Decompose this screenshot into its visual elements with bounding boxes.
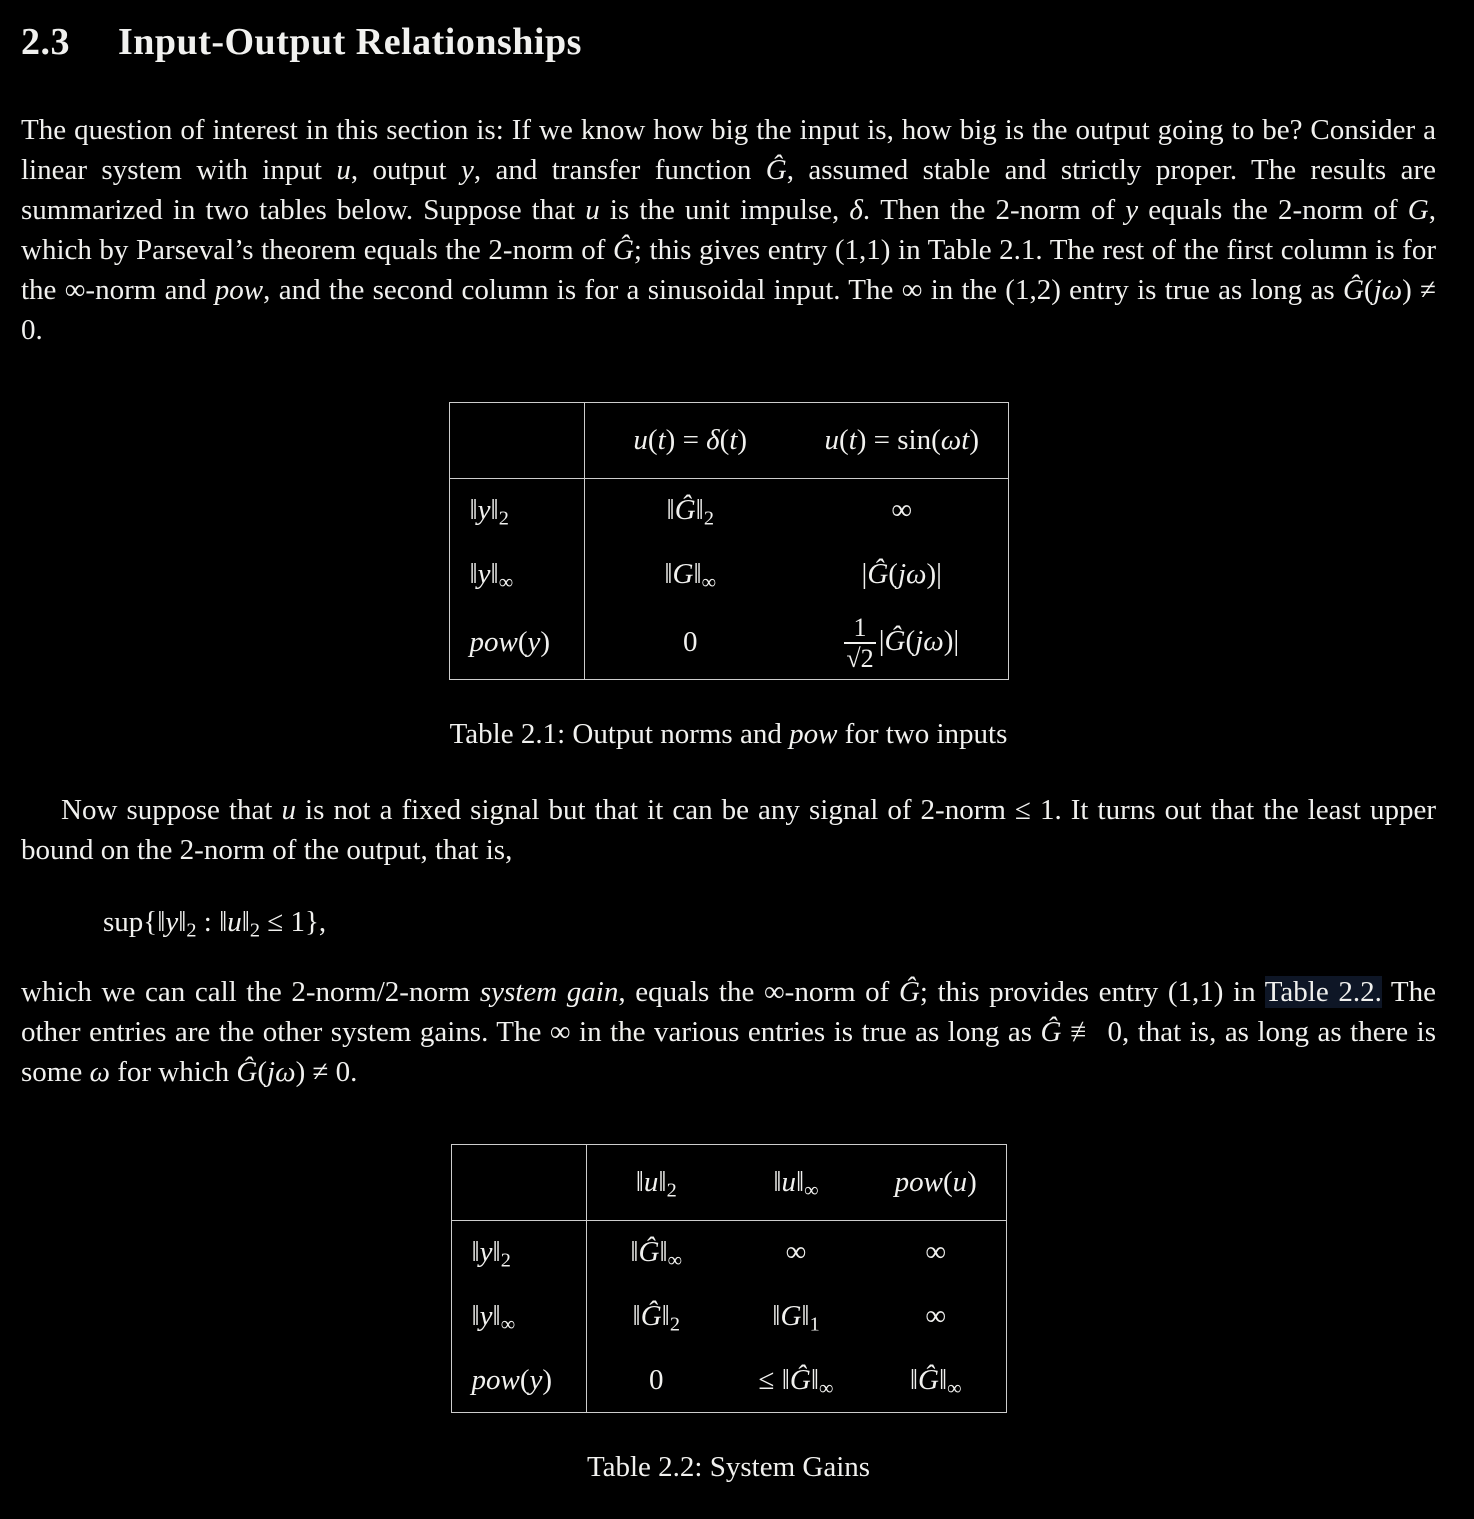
paragraph-system-gain-before: which we can call the 2-norm/2-norm system gain, equals the ∞-norm of Ĝ; this provides entry (1,1) in xyxy=(21,975,1265,1008)
table2-row-y-infnorm xyxy=(451,1284,1006,1348)
paragraph-sup-intro: Now suppose that u is not a fixed signal but that it can be any signal of 2-norm ≤ 1. It turns out that the least upper bound on the 2-norm of the output, that is, xyxy=(21,793,1436,866)
table1-corner-cell xyxy=(449,403,584,479)
table2-cell-r3c1: 0 xyxy=(649,1363,664,1396)
table2-header-pow-u: pow(u) xyxy=(866,1144,1006,1220)
table2-label-y-2norm: $‖y‖_2$ xyxy=(451,1220,586,1284)
table-2-1 xyxy=(449,402,1009,680)
table1-row-y-2norm xyxy=(449,479,1008,543)
table2-cell-r1c2: ∞ xyxy=(785,1236,807,1269)
section-title: Input-Output Relationships xyxy=(118,21,582,63)
table1-label-y-2norm: $‖y‖_2$ xyxy=(449,479,584,543)
table2-cell-r2c1: $‖Ĝ‖_2$ xyxy=(632,1299,680,1336)
table1-cell-r2c1: $‖G‖_\infty$ xyxy=(664,558,717,594)
display-equation-sup: $sup\{‖y‖_2$ : $‖u‖_2 \le 1$}, xyxy=(103,905,327,942)
table2-row-pow-y xyxy=(451,1348,1006,1412)
table1-label-y-infnorm: $‖y‖_\infty$ xyxy=(449,543,584,607)
table2-header-u-infnorm: $‖u‖_\infty$ xyxy=(726,1144,866,1220)
table2-cell-r1c1: $‖Ĝ‖_\infty$ xyxy=(630,1236,683,1272)
table2-header-row xyxy=(451,1144,1006,1220)
table2-header-u-2norm: $‖u‖_2$ xyxy=(586,1144,726,1220)
table2-cell-r2c3: ∞ xyxy=(925,1299,947,1332)
table-2-2-link[interactable]: Table 2.2. xyxy=(1264,975,1382,1008)
table1-header-sine-input: u(t) = sin(ωt) xyxy=(796,403,1008,479)
section-heading xyxy=(21,20,1436,64)
table1-cell-r1c2: ∞ xyxy=(891,494,913,527)
table2-cell-r2c2: $‖G‖_1$ xyxy=(772,1299,820,1336)
paragraph-system-gain-after: The other entries are the other system gains. The ∞ in the various entries is true as long as Ĝ ≢ 0, that is, as long as there is some ω for which Ĝ(jω) ≠ 0. xyxy=(21,975,1437,1088)
table2-cell-r3c3: $‖Ĝ‖_\infty$ xyxy=(909,1363,962,1400)
section-number: 2.3 xyxy=(21,21,70,63)
table2-label-pow-y: pow(y) xyxy=(451,1348,586,1412)
table-2-2-caption: Table 2.2: System Gains xyxy=(586,1450,871,1483)
table2-corner-cell xyxy=(451,1144,586,1220)
table-2-2 xyxy=(451,1144,1007,1413)
table2-cell-r3c2: ≤ $‖Ĝ‖_\infty$ xyxy=(758,1363,834,1400)
table1-header-row xyxy=(449,403,1008,479)
table1-row-y-infnorm xyxy=(449,543,1008,607)
table2-cell-r1c3: ∞ xyxy=(925,1236,947,1269)
table1-cell-r3c2: $\frac{1}{√2}$ |Ĝ(jω)| xyxy=(846,612,960,673)
paragraph-intro: The question of interest in this section is: If we know how big the input is, how big is the output going to be? Consider a linear system with input u, output y, and transfer function Ĝ, assumed stable and strictly proper. The results are summarized in two tables below. Suppose that u is the unit impulse, δ. Then the 2-norm of y equals the 2-norm of G, which by Parseval’s theorem equals the 2-norm of Ĝ; this gives entry (1,1) in Table 2.1. The rest of the first column is for the ∞-norm and pow, and the second column is for a sinusoidal input. The ∞ in the (1,2) entry is true as long as Ĝ(jω) ≠ 0. xyxy=(21,114,1436,346)
table1-header-impulse-input: u(t) = δ(t) xyxy=(584,403,796,479)
table1-cell-r2c2: |Ĝ(jω)| xyxy=(861,558,942,590)
table1-cell-r1c1: $‖Ĝ‖_2$ xyxy=(666,494,714,530)
paragraph-system-gain xyxy=(21,972,1436,1092)
table1-label-pow-y: pow(y) xyxy=(449,607,584,680)
table1-cell-r3c1: 0 xyxy=(683,626,698,659)
table2-row-y-2norm xyxy=(451,1220,1006,1284)
table1-row-pow-y xyxy=(449,607,1008,680)
table2-label-y-infnorm: $‖y‖_\infty$ xyxy=(451,1284,586,1348)
table-2-1-caption: Table 2.1: Output norms and pow for two inputs xyxy=(449,717,1008,750)
